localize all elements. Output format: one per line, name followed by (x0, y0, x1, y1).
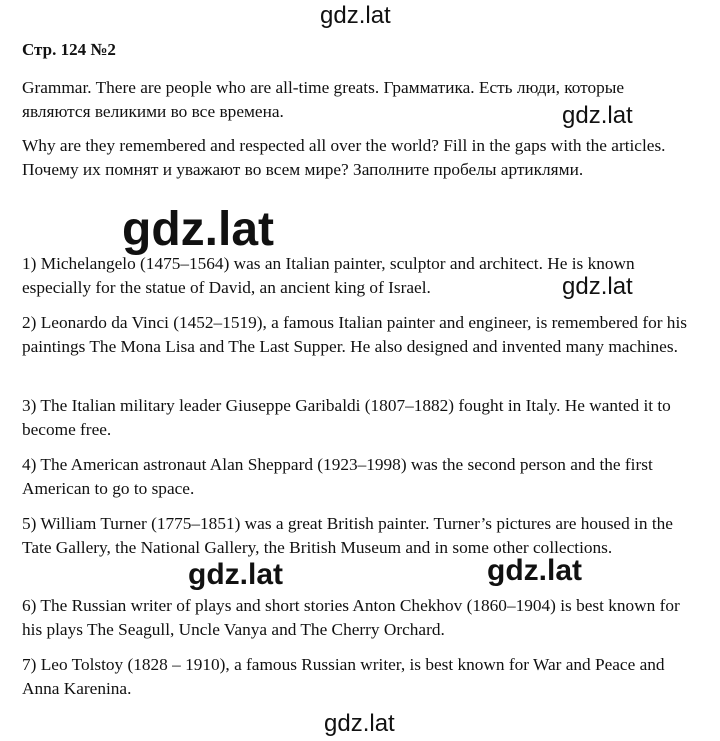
exercise-item-1: 1) Michelangelo (1475–1564) was an Italian painter, sculptor and architect. He is known especially for the statue of David, an ancient king of Israel. (22, 254, 635, 297)
exercise-item-6: 6) The Russian writer of plays and short stories Anton Chekhov (1860–1904) is best known for his plays The Seagull, Uncle Vanya and The Cherry Orchard. (22, 596, 680, 639)
watermark-bottom: gdz.lat (324, 710, 395, 737)
watermark-right-2: gdz.lat (562, 273, 633, 300)
exercise-item-4: 4) The American astronaut Alan Sheppard (1923–1998) was the second person and the first American to go to space. (22, 455, 653, 498)
intro-paragraph-2: Why are they remembered and respected all over the world? Fill in the gaps with the articles. Почему их помнят и уважают во всем мире? Заполните пробелы артиклями. (22, 136, 666, 179)
intro-paragraph-1: Grammar. There are people who are all-time greats. Грамматика. Есть люди, которые являются великими во все времена. (22, 78, 625, 121)
exercise-item-7: 7) Leo Tolstoy (1828 – 1910), a famous Russian writer, is best known for War and Peace and Anna Karenina. (22, 655, 665, 698)
exercise-item-3: 3) The Italian military leader Giuseppe Garibaldi (1807–1882) fought in Italy. He wanted it to become free. (22, 396, 671, 439)
watermark-mid-left: gdz.lat (188, 558, 283, 591)
exercise-item-5: 5) William Turner (1775–1851) was a great British painter. Turner’s pictures are housed in the Tate Gallery, the National Gallery, the British Museum and in some other collections. (22, 514, 673, 557)
watermark-right-1: gdz.lat (562, 102, 633, 129)
page-title: Стр. 124 №2 (22, 40, 116, 59)
exercise-item-2: 2) Leonardo da Vinci (1452–1519), a famous Italian painter and engineer, is remembered for his paintings The Mona Lisa and The Last Supper. He also designed and invented many machines. (22, 313, 687, 356)
watermark-mid-right: gdz.lat (487, 554, 582, 587)
watermark-big: gdz.lat (122, 203, 274, 256)
watermark-top: gdz.lat (320, 2, 391, 29)
